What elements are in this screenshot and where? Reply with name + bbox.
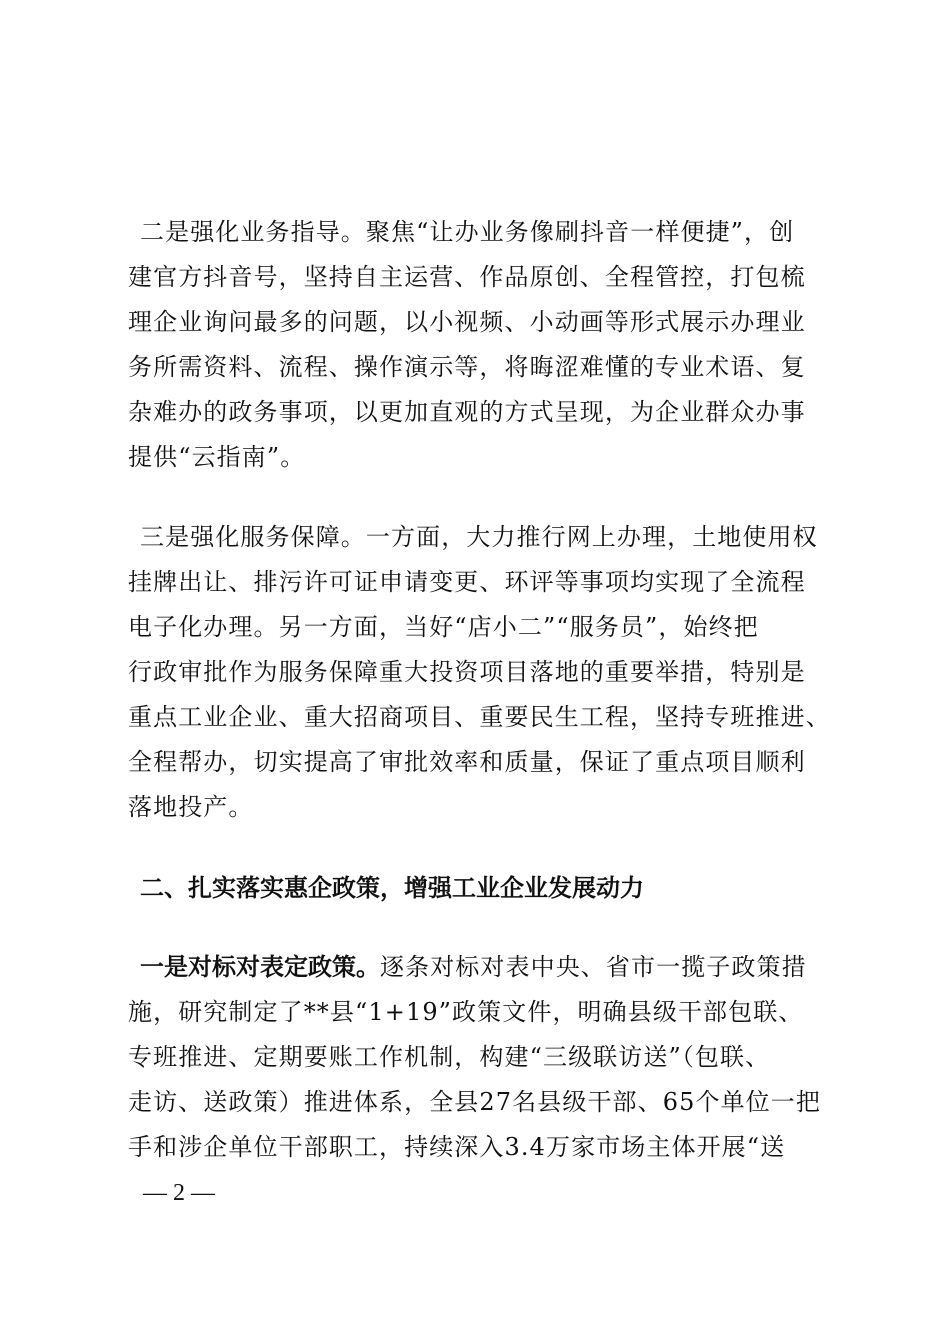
- paragraph-3-line-5: 手和涉企单位干部职工，持续深入3.4万家市场主体开展“送: [128, 1133, 786, 1161]
- page-number: — 2 —: [143, 1180, 215, 1206]
- paragraph-3-line-1: [140, 945, 860, 990]
- paragraph-1-line-2: 建官方抖音号，坚持自主运营、作品原创、全程管控，打包梳: [128, 263, 806, 291]
- paragraph-3-line-2: 施，研究制定了**县“1+19”政策文件，明确县级干部包联、: [128, 998, 804, 1026]
- paragraph-2-line-6: 全程帮办，切实提高了审批效率和质量，保证了重点项目顺利: [128, 748, 806, 776]
- paragraph-1-line-6: 提供“云指南”。: [128, 443, 306, 471]
- section-heading: 二、扎实落实惠企政策，增强工业企业发展动力: [140, 874, 644, 902]
- paragraph-3-lead: 一是对标对表定政策。: [140, 953, 380, 981]
- paragraph-3-line-3: 专班推进、定期要账工作机制，构建“三级联访送”（包联、: [128, 1043, 771, 1071]
- paragraph-2-line-2: 挂牌出让、排污许可证申请变更、环评等事项均实现了全流程: [128, 568, 806, 596]
- paragraph-1-line-4: 务所需资料、流程、操作演示等，将晦涩难懂的专业术语、复: [128, 353, 806, 381]
- paragraph-2-line-7: 落地投产。: [128, 793, 254, 821]
- paragraph-3-line-1-text: 逐条对标对表中央、省市一揽子政策措: [380, 953, 807, 981]
- paragraph-1-line-1: 二是强化业务指导。聚焦“让办业务像刷抖音一样便捷”，创: [140, 218, 795, 246]
- paragraph-3-line-4: 走访、送政策）推进体系，全县27名县级干部、65个单位一把: [128, 1088, 821, 1116]
- paragraph-2-line-3: 电子化办理。另一方面，当好“店小二”“服务员”，始终把: [128, 613, 759, 641]
- paragraph-1-line-5: 杂难办的政务事项，以更加直观的方式呈现，为企业群众办事: [128, 398, 806, 426]
- paragraph-2-line-5: 重点工业企业、重大招商项目、重要民生工程，坚持专班推进、: [128, 703, 831, 731]
- paragraph-2-line-1: 三是强化服务保障。一方面，大力推行网上办理，土地使用权: [140, 523, 818, 551]
- paragraph-1-line-3: 理企业询问最多的问题，以小视频、小动画等形式展示办理业: [128, 308, 806, 336]
- paragraph-2-line-4: 行政审批作为服务保障重大投资项目落地的重要举措，特别是: [128, 658, 806, 686]
